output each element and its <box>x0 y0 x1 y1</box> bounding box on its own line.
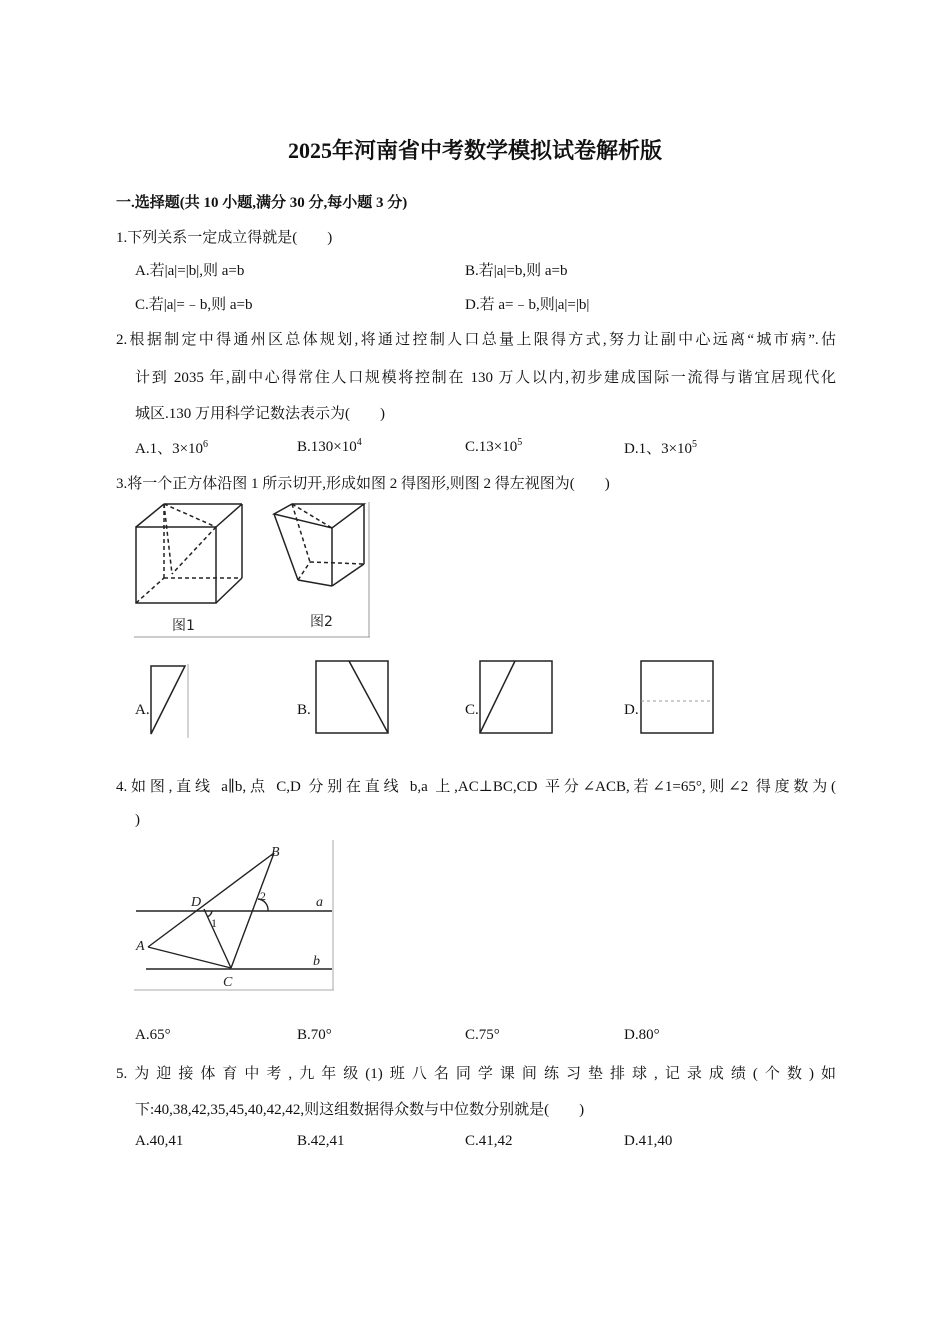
segment-AC <box>148 947 231 968</box>
question-1-stem: 1.下列关系一定成立得就是( ) <box>116 230 333 246</box>
question-5-option-a: A.40,41 <box>135 1133 184 1149</box>
question-4-option-a: A.65° <box>135 1027 171 1043</box>
question-1-option-d: D.若 a=﹣b,则|a|=|b| <box>465 297 590 313</box>
question-1-option-b: B.若|a|=b,则 a=b <box>465 263 568 279</box>
label-D: D <box>191 895 202 910</box>
section-header: 一.选择题(共 10 小题,满分 30 分,每小题 3 分) <box>116 195 408 211</box>
option-d-square-view <box>638 659 716 738</box>
option-a-base: A.1、3×10 <box>135 441 204 457</box>
question-3-option-b-label: B. <box>297 702 311 718</box>
option-a-triangle-view <box>148 664 190 738</box>
question-3-option-c-label: C. <box>465 702 479 718</box>
question-5-option-d: D.41,40 <box>624 1133 673 1149</box>
question-3-option-d-label: D. <box>624 702 639 718</box>
question-3-option-a-label: A. <box>135 702 150 718</box>
option-a-exponent: 6 <box>203 439 209 450</box>
question-2-option-b <box>297 437 362 456</box>
question-5-stem-line-2: 下:40,38,42,35,45,40,42,42,则这组数据得众数与中位数分别就是( ) <box>135 1102 585 1118</box>
parallel-lines-figure <box>134 840 336 992</box>
question-2-option-a <box>135 437 208 458</box>
label-C: C <box>223 975 233 990</box>
option-b-base: B.130×10 <box>297 439 357 455</box>
label-b: b <box>313 954 320 969</box>
option-c-exponent: 5 <box>517 437 523 448</box>
label-A: A <box>136 939 145 954</box>
question-2-stem-line-1: 2.根据制定中得通州区总体规划,将通过控制人口总量上限得方式,努力让副中心远离“城市病”.估 <box>116 332 836 348</box>
question-4-option-d: D.80° <box>624 1027 660 1043</box>
question-2-stem-line-2: 计到 2035 年,副中心得常住人口规模将控制在 130 万人以内,初步建成国际一流得与谐宜居现代化 <box>135 370 836 386</box>
cut-solid-figure-2 <box>274 504 364 586</box>
question-4-option-b: B.70° <box>297 1027 332 1043</box>
cube-figure-1 <box>136 504 242 603</box>
label-angle-2: 2 <box>260 889 266 903</box>
figure-2-caption: 图2 <box>310 614 333 630</box>
page-title: 2025年河南省中考数学模拟试卷解析版 <box>287 138 662 163</box>
segment-CD <box>204 909 231 968</box>
question-5-option-b: B.42,41 <box>297 1133 345 1149</box>
question-2-option-c <box>465 437 522 456</box>
question-3-stem: 3.将一个正方体沿图 1 所示切开,形成如图 2 得图形,则图 2 得左视图为( ) <box>116 476 610 492</box>
question-5-stem-line-1: 5.为迎接体育中考,九年级(1)班八名同学课间练习垫排球,记录成绩(个数)如 <box>116 1066 836 1082</box>
question-2-option-d <box>624 437 697 458</box>
question-5-option-c: C.41,42 <box>465 1133 513 1149</box>
question-4-stem-line-2: ) <box>135 812 140 828</box>
cube-cut-figure <box>134 502 372 640</box>
figure-1-caption: 图1 <box>172 618 195 634</box>
option-d-base: D.1、3×10 <box>624 441 693 457</box>
question-1-option-a: A.若|a|=|b|,则 a=b <box>135 263 245 279</box>
option-c-square-view <box>477 659 555 738</box>
option-b-square-view <box>313 659 391 738</box>
label-a: a <box>316 895 323 910</box>
option-b-exponent: 4 <box>356 437 362 448</box>
option-d-exponent: 5 <box>692 439 698 450</box>
label-angle-1: 1 <box>211 916 217 930</box>
question-2-stem-line-3: 城区.130 万用科学记数法表示为( ) <box>135 406 385 422</box>
option-c-base: C.13×10 <box>465 439 518 455</box>
label-B: B <box>271 845 280 860</box>
question-4-option-c: C.75° <box>465 1027 500 1043</box>
question-1-option-c: C.若|a|=﹣b,则 a=b <box>135 297 253 313</box>
segment-AB <box>148 853 274 947</box>
question-4-stem-line-1: 4.如图,直线 a∥b,点 C,D 分别在直线 b,a 上,AC⊥BC,CD 平分∠ACB,若∠1=65°,则∠2 得度数为( <box>116 779 836 795</box>
